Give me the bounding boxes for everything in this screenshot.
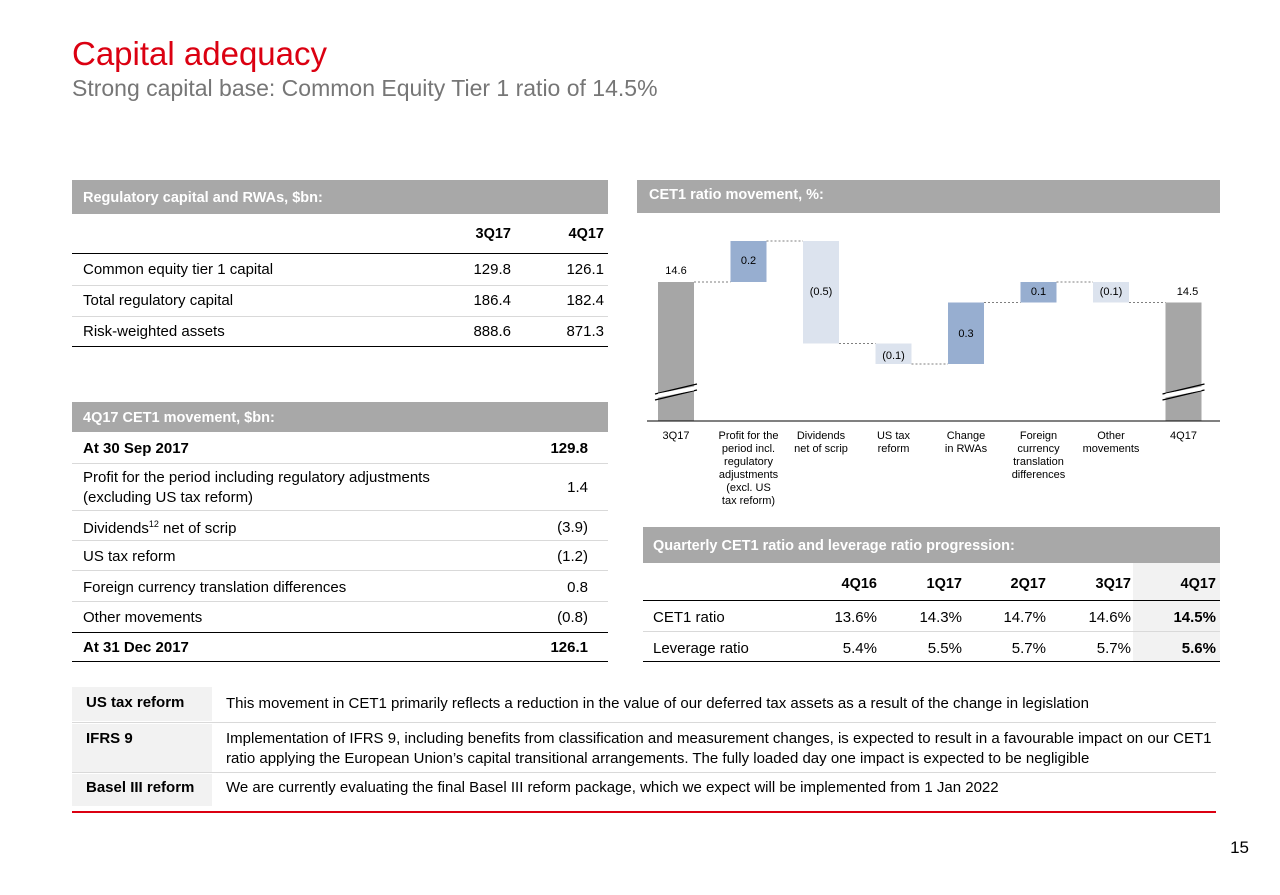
table-row: Leverage ratio 5.4% 5.5% 5.7% 5.7% 5.6% bbox=[653, 640, 1216, 657]
waterfall-category-label: reform bbox=[877, 443, 910, 455]
waterfall-value-label: 0.2 bbox=[740, 255, 757, 267]
table-row: Profit for the period including regulatory adjustments (excluding US tax reform) 1.4 bbox=[83, 469, 588, 506]
column-header-3q17: 3Q17 bbox=[475, 226, 511, 242]
waterfall-category-label: currency bbox=[1017, 443, 1060, 455]
column-header-2q17: 2Q17 bbox=[1010, 576, 1046, 592]
waterfall-category-label: Other bbox=[1097, 430, 1125, 442]
note-ifrs-9: IFRS 9 Implementation of IFRS 9, including benefits from classification and measurement changes, is expected to result in a favourable impact on our CET1 ratio applying the European Union’s capital transitional arrangements. The fully loaded day one impact is expected to be negligible bbox=[72, 724, 1216, 772]
waterfall-category-label: Change bbox=[946, 430, 986, 442]
waterfall-category-label: adjustments bbox=[718, 469, 779, 481]
waterfall-category-label: movements bbox=[1082, 443, 1140, 455]
waterfall-category-label: regulatory bbox=[724, 456, 773, 468]
waterfall-category-label: period incl. bbox=[721, 443, 776, 455]
waterfall-category-label: Foreign bbox=[1019, 430, 1058, 442]
column-header-4q17: 4Q17 bbox=[568, 226, 604, 242]
table-row: Risk-weighted assets 888.6 871.3 bbox=[83, 323, 604, 340]
quarterly-ratio-heading: Quarterly CET1 ratio and leverage ratio progression: bbox=[643, 527, 1220, 563]
regulatory-capital-heading: Regulatory capital and RWAs, $bn: bbox=[72, 180, 608, 214]
table-row: CET1 ratio 13.6% 14.3% 14.7% 14.6% 14.5% bbox=[653, 609, 1216, 626]
waterfall-value-label: (0.1) bbox=[1099, 286, 1123, 298]
column-header-4q17: 4Q17 bbox=[1180, 576, 1216, 592]
column-header-3q17: 3Q17 bbox=[1095, 576, 1131, 592]
waterfall-value-label: (0.1) bbox=[882, 350, 905, 362]
waterfall-value-label: 0.3 bbox=[958, 328, 974, 340]
page-subtitle: Strong capital base: Common Equity Tier 1 ratio of 14.5% bbox=[72, 75, 658, 101]
column-header-4q16: 4Q16 bbox=[841, 576, 877, 592]
waterfall-value-label: 0.1 bbox=[1030, 286, 1047, 298]
waterfall-bar bbox=[658, 282, 694, 421]
table-row: Common equity tier 1 capital 129.8 126.1 bbox=[83, 261, 604, 278]
waterfall-category-label: Dividends bbox=[796, 430, 846, 442]
waterfall-value-label: 14.5 bbox=[1176, 286, 1199, 298]
waterfall-value-label: (0.5) bbox=[809, 286, 833, 298]
waterfall-category-label: 4Q17 bbox=[1170, 430, 1197, 442]
waterfall-bar bbox=[1166, 303, 1202, 422]
table-row: Total regulatory capital 186.4 182.4 bbox=[83, 292, 604, 309]
waterfall-category-label: Profit for the bbox=[718, 430, 779, 442]
waterfall-category-label: 3Q17 bbox=[662, 430, 690, 442]
cet1-waterfall-chart bbox=[637, 213, 1220, 523]
column-header-1q17: 1Q17 bbox=[926, 576, 962, 592]
waterfall-category-label: in RWAs bbox=[944, 443, 988, 455]
cet1-movement-heading: 4Q17 CET1 movement, $bn: bbox=[72, 402, 608, 432]
footer-divider bbox=[72, 811, 1216, 813]
page-title: Capital adequacy bbox=[72, 35, 328, 72]
note-basel-iii-reform: Basel III reform We are currently evaluating the final Basel III reform package, which we expect will be implemented from 1 Jan 2022 bbox=[72, 774, 1216, 806]
note-us-tax-reform: US tax reform This movement in CET1 primarily reflects a reduction in the value of our deferred tax assets as a result of the change in legislation bbox=[72, 687, 1216, 721]
waterfall-category-label: (excl. US bbox=[726, 482, 771, 494]
waterfall-category-label: differences bbox=[1011, 469, 1066, 481]
waterfall-category-label: US tax bbox=[876, 430, 911, 442]
waterfall-category-label: net of scrip bbox=[794, 443, 848, 455]
waterfall-value-label: 14.6 bbox=[665, 265, 687, 277]
waterfall-category-label: translation bbox=[1013, 456, 1064, 468]
cet1-ratio-movement-heading: CET1 ratio movement, %: bbox=[637, 180, 1220, 213]
page-number: 15 bbox=[1230, 838, 1249, 857]
waterfall-category-label: tax reform) bbox=[721, 495, 776, 507]
